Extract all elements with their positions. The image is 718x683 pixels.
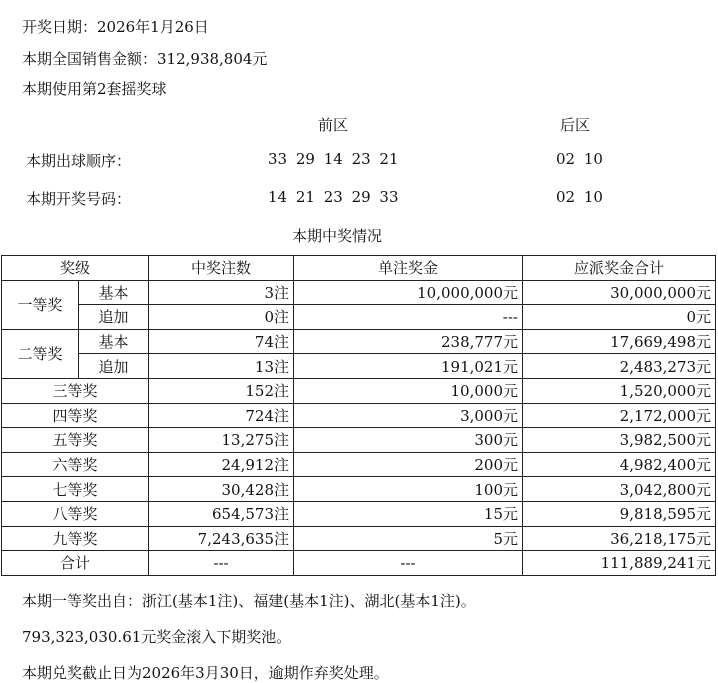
second-extra-prize: 191,021元 <box>294 354 523 379</box>
sum-prize: --- <box>294 551 523 576</box>
second-basic-count: 74注 <box>149 329 294 354</box>
prize-name: 六等奖 <box>2 452 149 477</box>
header-prize-level: 奖级 <box>2 256 149 281</box>
sum-total: 111,889,241元 <box>523 551 716 576</box>
second-basic-total: 17,669,498元 <box>523 329 716 354</box>
table-sum-row <box>2 551 716 576</box>
sum-label: 合计 <box>2 551 149 576</box>
table-row <box>2 501 716 526</box>
sum-count: --- <box>149 551 294 576</box>
table-row <box>2 403 716 428</box>
prize-table-title: 本期中奖情况 <box>292 227 383 245</box>
first-basic-prize: 10,000,000元 <box>294 280 523 305</box>
first-extra-prize: --- <box>294 305 523 330</box>
draw-order-back-numbers: 02 10 <box>556 150 603 168</box>
header-winner-count: 中奖注数 <box>149 256 294 281</box>
draw-order-label: 本期出球顺序： <box>26 152 132 170</box>
unit-prize: 10,000元 <box>294 378 523 403</box>
unit-prize: 5元 <box>294 526 523 551</box>
unit-prize: 15元 <box>294 501 523 526</box>
header-unit-prize: 单注奖金 <box>294 256 523 281</box>
first-extra-type: 追加 <box>79 305 149 330</box>
winning-back-numbers: 02 10 <box>556 188 603 206</box>
prize-table <box>1 255 716 576</box>
second-basic-type: 基本 <box>79 329 149 354</box>
total-prize: 2,172,000元 <box>523 403 716 428</box>
prize-name: 三等奖 <box>2 378 149 403</box>
first-extra-count: 0注 <box>149 305 294 330</box>
unit-prize: 100元 <box>294 477 523 502</box>
table-row <box>2 329 716 354</box>
winning-numbers-label: 本期开奖号码： <box>26 190 132 208</box>
second-extra-type: 追加 <box>79 354 149 379</box>
unit-prize: 300元 <box>294 428 523 453</box>
prize-name: 八等奖 <box>2 501 149 526</box>
prize-name: 七等奖 <box>2 477 149 502</box>
table-row <box>2 452 716 477</box>
sales-total: 本期全国销售金额：312,938,804元 <box>22 50 268 68</box>
table-row <box>2 428 716 453</box>
table-row <box>2 305 716 330</box>
header-total-prize: 应派奖金合计 <box>523 256 716 281</box>
front-zone-header: 前区 <box>318 116 349 134</box>
prize-name: 四等奖 <box>2 403 149 428</box>
second-extra-total: 2,483,273元 <box>523 354 716 379</box>
prize-name: 五等奖 <box>2 428 149 453</box>
second-extra-count: 13注 <box>149 354 294 379</box>
table-row <box>2 526 716 551</box>
winner-count: 24,912注 <box>149 452 294 477</box>
table-row <box>2 280 716 305</box>
draw-order-front-numbers: 33 29 14 23 21 <box>268 150 399 168</box>
draw-date: 开奖日期：2026年1月26日 <box>22 18 209 36</box>
first-basic-total: 30,000,000元 <box>523 280 716 305</box>
winner-count: 13,275注 <box>149 428 294 453</box>
first-prize-name: 一等奖 <box>2 280 79 329</box>
first-extra-total: 0元 <box>523 305 716 330</box>
ball-set: 本期使用第2套摇奖球 <box>22 80 167 98</box>
first-basic-count: 3注 <box>149 280 294 305</box>
table-header-row <box>2 256 716 281</box>
table-row <box>2 354 716 379</box>
winner-count: 7,243,635注 <box>149 526 294 551</box>
back-zone-header: 后区 <box>560 116 591 134</box>
unit-prize: 200元 <box>294 452 523 477</box>
first-basic-type: 基本 <box>79 280 149 305</box>
table-row <box>2 477 716 502</box>
total-prize: 3,042,800元 <box>523 477 716 502</box>
winner-count: 654,573注 <box>149 501 294 526</box>
table-row <box>2 378 716 403</box>
total-prize: 9,818,595元 <box>523 501 716 526</box>
prize-name: 九等奖 <box>2 526 149 551</box>
total-prize: 1,520,000元 <box>523 378 716 403</box>
jackpot-rollover: 793,323,030.61元奖金滚入下期奖池。 <box>22 628 292 646</box>
total-prize: 4,982,400元 <box>523 452 716 477</box>
first-prize-origin: 本期一等奖出自：浙江(基本1注)、福建(基本1注)、湖北(基本1注)。 <box>22 592 476 610</box>
winner-count: 724注 <box>149 403 294 428</box>
second-basic-prize: 238,777元 <box>294 329 523 354</box>
winning-front-numbers: 14 21 23 29 33 <box>268 188 399 206</box>
unit-prize: 3,000元 <box>294 403 523 428</box>
second-prize-name: 二等奖 <box>2 329 79 378</box>
total-prize: 36,218,175元 <box>523 526 716 551</box>
winner-count: 30,428注 <box>149 477 294 502</box>
claim-deadline: 本期兑奖截止日为2026年3月30日，逾期作弃奖处理。 <box>22 664 389 682</box>
total-prize: 3,982,500元 <box>523 428 716 453</box>
winner-count: 152注 <box>149 378 294 403</box>
